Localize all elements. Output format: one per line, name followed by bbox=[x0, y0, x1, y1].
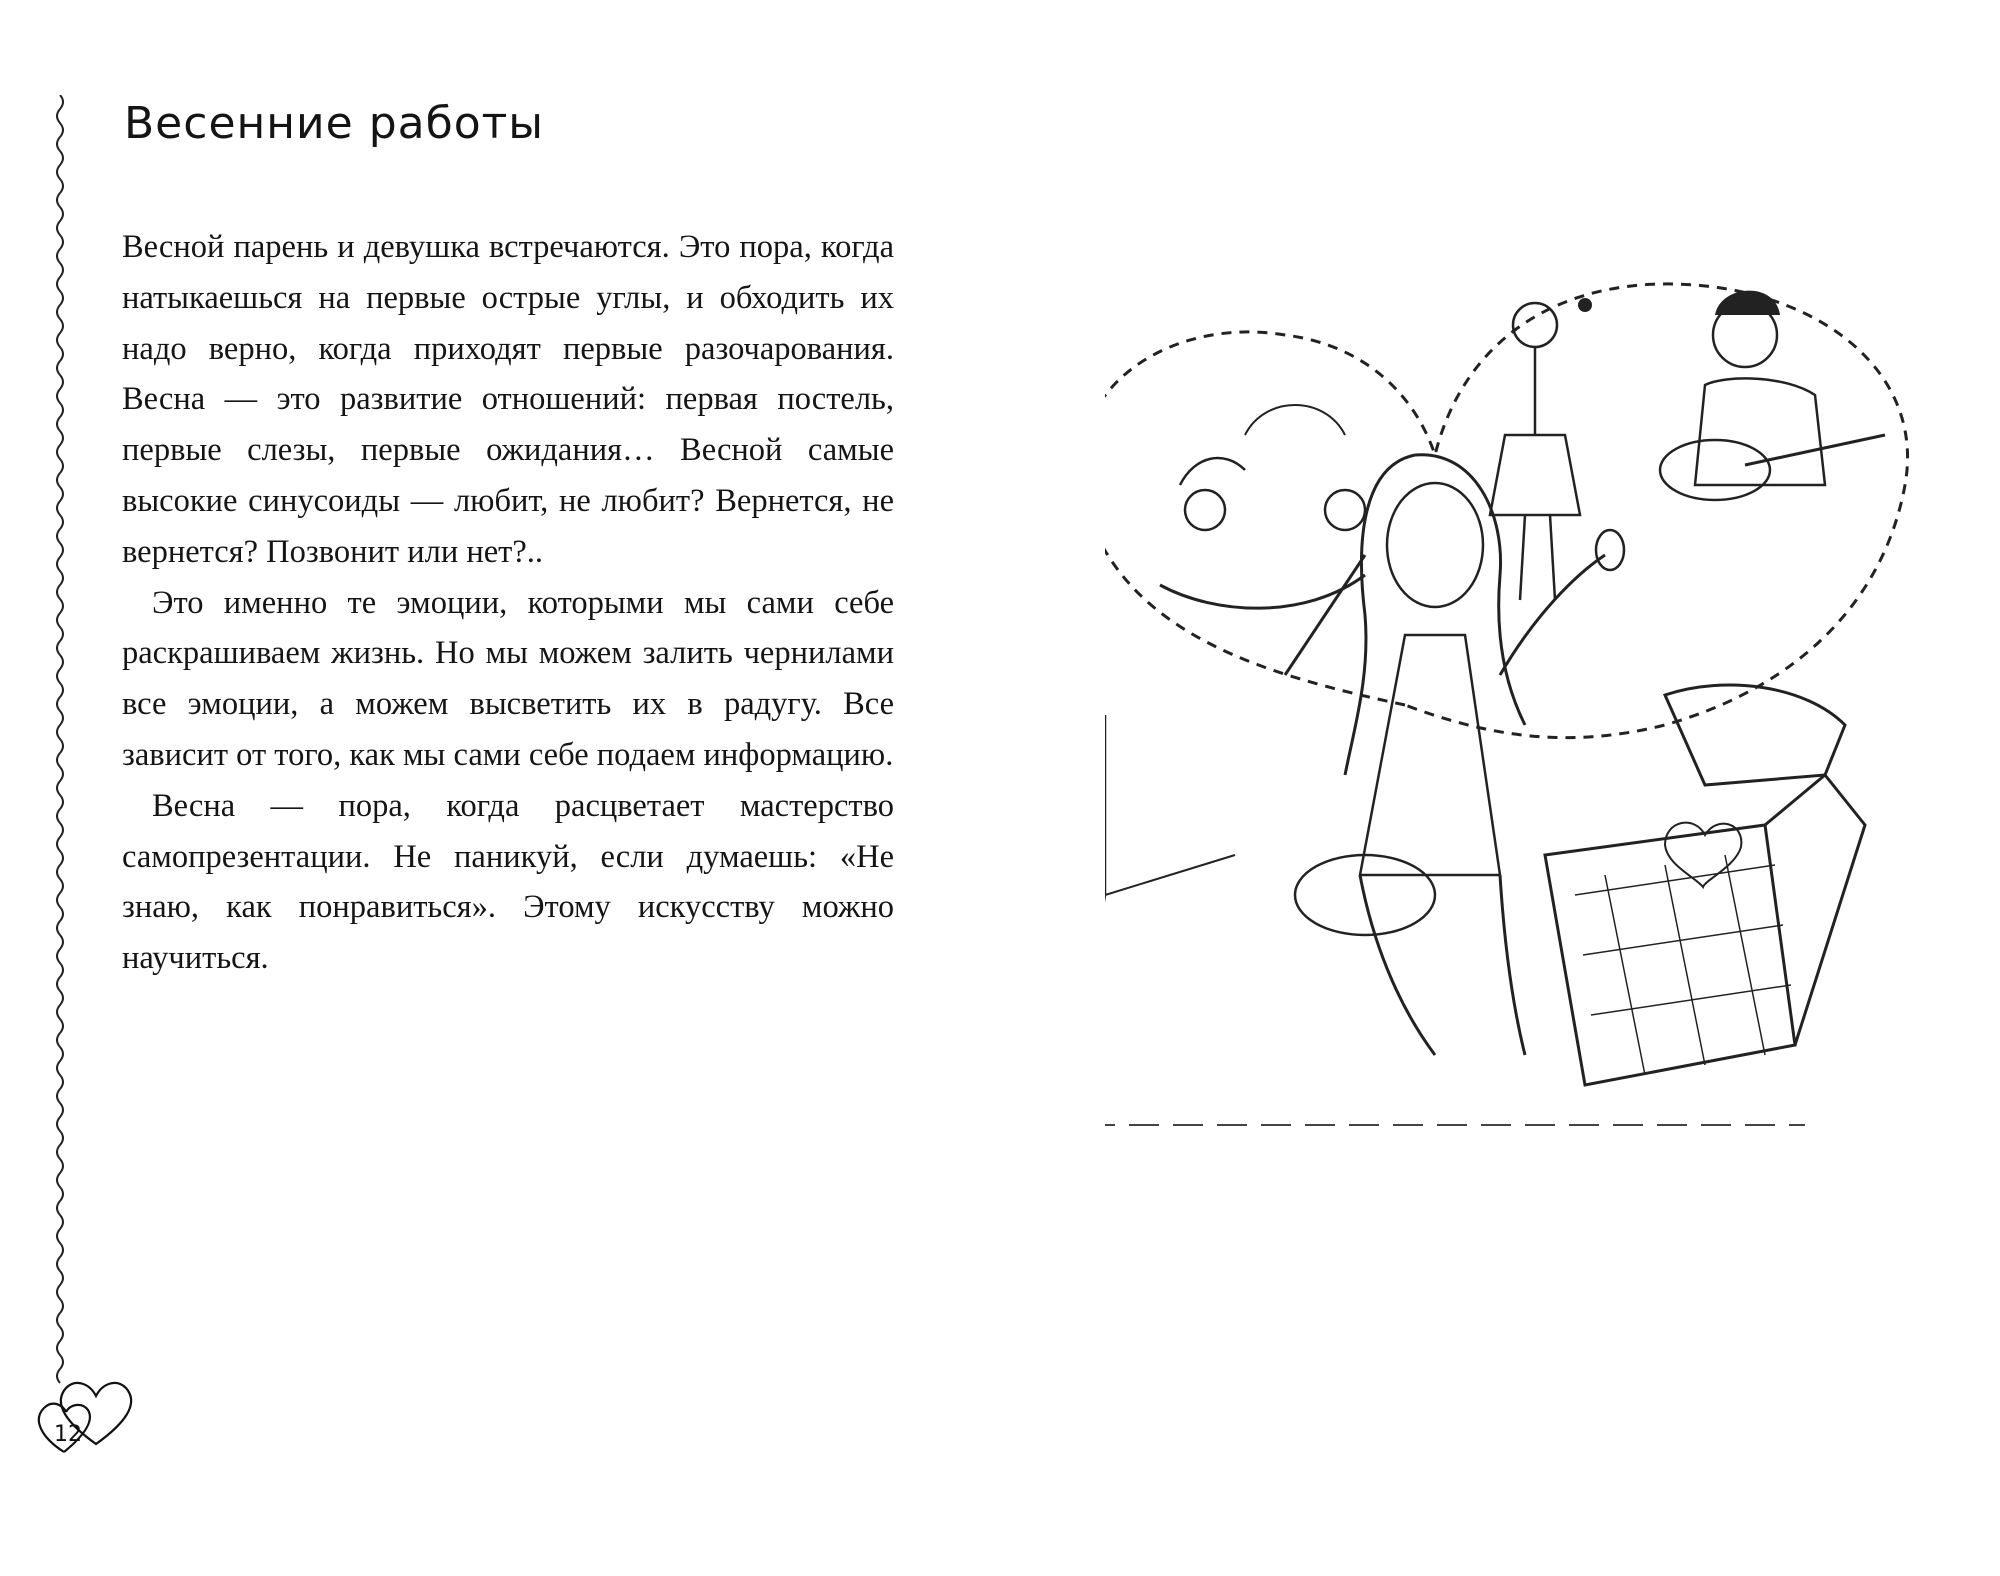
treasure-chest-icon bbox=[1545, 685, 1865, 1085]
page-title: Весенние работы bbox=[124, 98, 545, 149]
paragraph-2: Это именно те эмоции, которыми мы сами себе раскрашиваем жизнь. Но мы можем залить чернилами все эмоции, а можем высветить их в радугу. Все зависит от того, как мы сами себе подаем информацию. bbox=[122, 584, 894, 773]
page-number-block bbox=[34, 1374, 164, 1454]
boat-scene-icon bbox=[1160, 405, 1365, 675]
paragraph-1: Весной парень и девушка встречаются. Это пора, когда натыкаешься на первые острые углы, и обходить их надо верно, когда приходят первые разочарования. Весна — это развитие отношений: первая постель, первые слезы, первые ожидания… Весной самые высокие синусоиды — любит, не любит? Вернется, не вернется? Позвонит или нет?.. bbox=[122, 229, 894, 570]
singer-figure-icon bbox=[1490, 298, 1592, 600]
illustration-girl-dreaming bbox=[1105, 255, 1935, 1135]
page-number: 12 bbox=[54, 1422, 82, 1447]
body-text bbox=[122, 222, 894, 984]
paragraph-3: Весна — пора, когда расцветает мастерство самопрезентации. Не паникуй, если думаешь: «Не знаю, как понравиться». Этому искусству можно научиться. bbox=[122, 787, 894, 977]
wavy-border-decoration bbox=[40, 95, 80, 1385]
guitarist-figure-icon bbox=[1660, 291, 1885, 500]
girl-figure-icon bbox=[1295, 455, 1624, 1055]
